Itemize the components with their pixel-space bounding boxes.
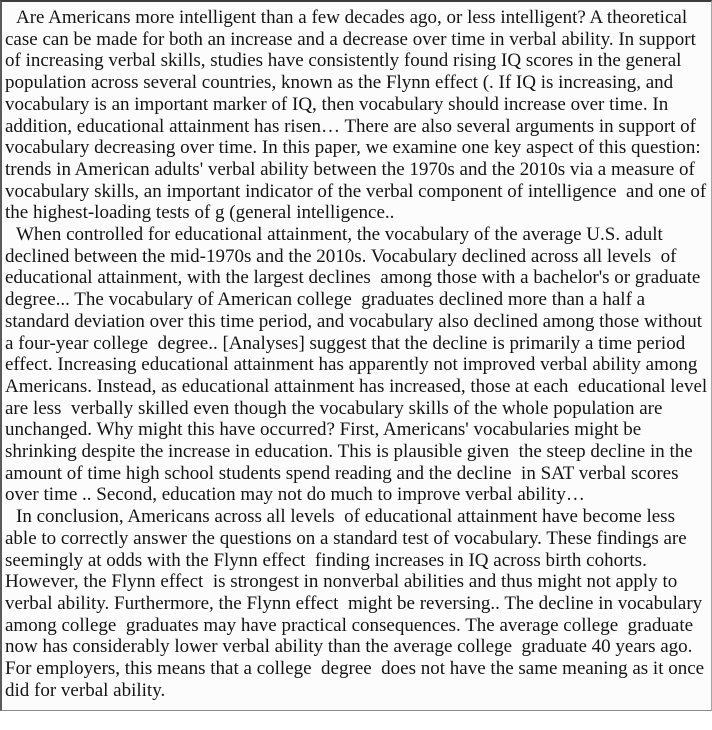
text-line: declined between the mid-1970s and the 2010s. Vocabulary declined across all levels of [5, 245, 677, 267]
text-line: now has considerably lower verbal ability than the average college graduate 40 years ago. [5, 636, 693, 658]
text-line: the highest-loading tests of g (general intelligence.. [5, 202, 395, 224]
text-line: degree... The vocabulary of American college graduates declined more than a half a [5, 289, 646, 311]
text-line: effect. Increasing educational attainment has apparently not improved verbal ability among [5, 354, 698, 376]
text-line: case can be made for both an increase and a decrease over time in verbal ability. In support [5, 28, 696, 50]
text-line: When controlled for educational attainment, the vocabulary of the average U.S. adult [16, 224, 663, 246]
text-line: seemingly at odds with the Flynn effect finding increases in IQ across birth cohorts. [5, 549, 647, 571]
text-line: unchanged. Why might this have occurred? First, Americans' vocabularies might be [5, 419, 642, 441]
text-line: For employers, this means that a college degree does not have the same meaning as it once [5, 658, 705, 680]
text-line: are less verbally skilled even though the vocabulary skills of the whole population are [5, 397, 663, 419]
text-line: standard deviation over this time period, and vocabulary also declined among those without [5, 310, 703, 332]
text-line: did for verbal ability. [5, 679, 166, 701]
text-line: of increasing verbal skills, studies have consistently found rising IQ scores in the general [5, 50, 682, 72]
text-line: population across several countries, known as the Flynn effect (. If IQ is increasing, and [5, 72, 674, 94]
text-line: educational attainment, with the largest declines among those with a bachelor's or graduate [5, 267, 701, 289]
paragraph-conclusion [5, 506, 709, 701]
text-line: among college graduates may have practical consequences. The average college graduate [5, 614, 694, 636]
text-line: vocabulary decreasing over time. In this paper, we examine one key aspect of this question: [5, 137, 701, 159]
paragraph-findings [5, 224, 709, 506]
text-line: over time .. Second, education may not do much to improve verbal ability… [5, 484, 585, 506]
text-line: verbal ability. Furthermore, the Flynn effect might be reversing.. The decline in vocabulary [5, 592, 703, 614]
text-line: vocabulary is an important marker of IQ, then vocabulary should increase over time. In [5, 93, 669, 115]
text-line: able to correctly answer the questions on a standard test of vocabulary. These findings are [5, 527, 687, 549]
text-line: shrinking despite the increase in education. This is plausible given the steep decline in the [5, 441, 693, 463]
text-line: Are Americans more intelligent than a few decades ago, or less intelligent? A theoretical [16, 7, 688, 28]
text-line: addition, educational attainment has risen… There are also several arguments in support of [5, 115, 697, 137]
text-line: amount of time high school students spend reading and the decline in SAT verbal scores [5, 462, 679, 484]
text-line: Americans. Instead, as educational attainment has increased, those at each educational level [5, 375, 708, 397]
paragraph-intro [5, 7, 709, 224]
text-line: However, the Flynn effect is strongest in nonverbal abilities and thus might not apply to [5, 571, 678, 593]
text-line: In conclusion, Americans across all levels of educational attainment have become less [16, 506, 675, 528]
text-line: trends in American adults' verbal ability between the 1970s and the 2010s via a measure of [5, 158, 695, 180]
text-line: vocabulary skills, an important indicator of the verbal component of intelligence and one of [5, 180, 707, 202]
text-line: a four-year college degree.. [Analyses] suggest that the decline is primarily a time period [5, 332, 686, 354]
